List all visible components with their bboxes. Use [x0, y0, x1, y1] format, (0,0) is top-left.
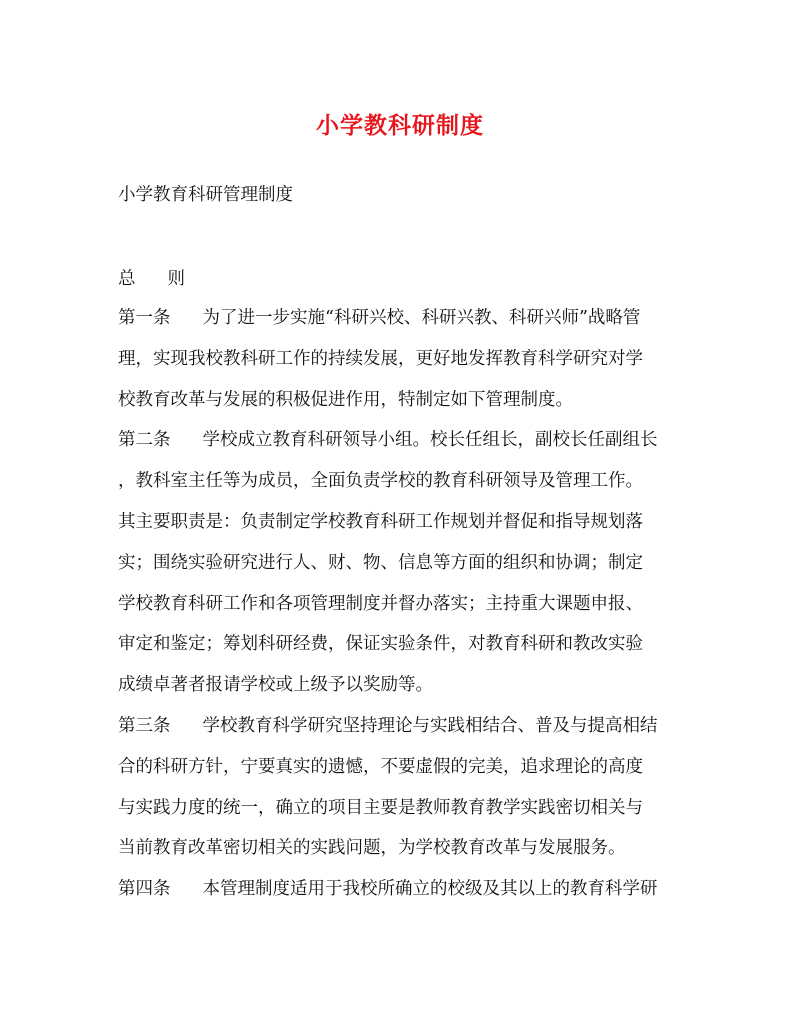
article-4-line-1 [118, 869, 688, 910]
article-3-text: 学校教育科学研究坚持理论与实践相结合、普及与提高相结 [202, 715, 658, 736]
section-heading-char-1: 总 [118, 269, 136, 289]
article-2-line-2: ，教科室主任等为成员，全面负责学校的教育科研领导及管理工作。 [118, 471, 643, 492]
document-body [118, 298, 688, 910]
article-2-label: 第二条 [118, 430, 171, 451]
article-2-line-3: 其主要职责是：负责制定学校教育科研工作规划并督促和指导规划落 [118, 511, 643, 532]
document-title: 小学教科研制度 [316, 112, 484, 139]
article-4-label: 第四条 [118, 879, 171, 900]
article-3-line-4: 当前教育改革密切相关的实践问题，为学校教育改革与发展服务。 [118, 838, 626, 859]
article-2-line-6: 审定和鉴定；筹划科研经费，保证实验条件，对教育科研和教改实验 [118, 634, 643, 655]
article-2-line-4: 实；围绕实验研究进行人、财、物、信息等方面的组织和协调；制定 [118, 552, 643, 573]
article-4-text: 本管理制度适用于我校所确立的校级及其以上的教育科学研 [202, 879, 658, 900]
article-1-line-1 [118, 298, 688, 339]
document-subtitle: 小学教育科研管理制度 [118, 185, 293, 205]
article-1-text: 为了进一步实施“科研兴校、科研兴教、科研兴师”战略管 [202, 308, 641, 328]
article-1-line-2: 理，实现我校教科研工作的持续发展，更好地发挥教育科学研究对学 [118, 348, 643, 369]
article-2-line-5: 学校教育科研工作和各项管理制度并督办落实；主持重大课题申报、 [118, 593, 643, 614]
article-2-line-7: 成绩卓著者报请学校或上级予以奖励等。 [118, 675, 433, 696]
article-3-line-3: 与实践力度的统一，确立的项目主要是教师教育教学实践密切相关与 [118, 797, 643, 818]
article-3-label: 第三条 [118, 715, 171, 736]
article-3-line-2: 合的科研方针，宁要真实的遗憾，不要虚假的完美，追求理论的高度 [118, 756, 643, 777]
section-heading [118, 264, 185, 294]
article-1-line-3: 校教育改革与发展的积极促进作用，特制定如下管理制度。 [118, 389, 573, 410]
section-heading-char-2: 则 [167, 269, 185, 289]
article-1-label: 第一条 [118, 308, 171, 328]
article-2-text: 学校成立教育科研领导小组。校长任组长，副校长任副组长 [202, 430, 658, 451]
article-3-line-1 [118, 706, 688, 747]
article-2-line-1 [118, 420, 688, 461]
